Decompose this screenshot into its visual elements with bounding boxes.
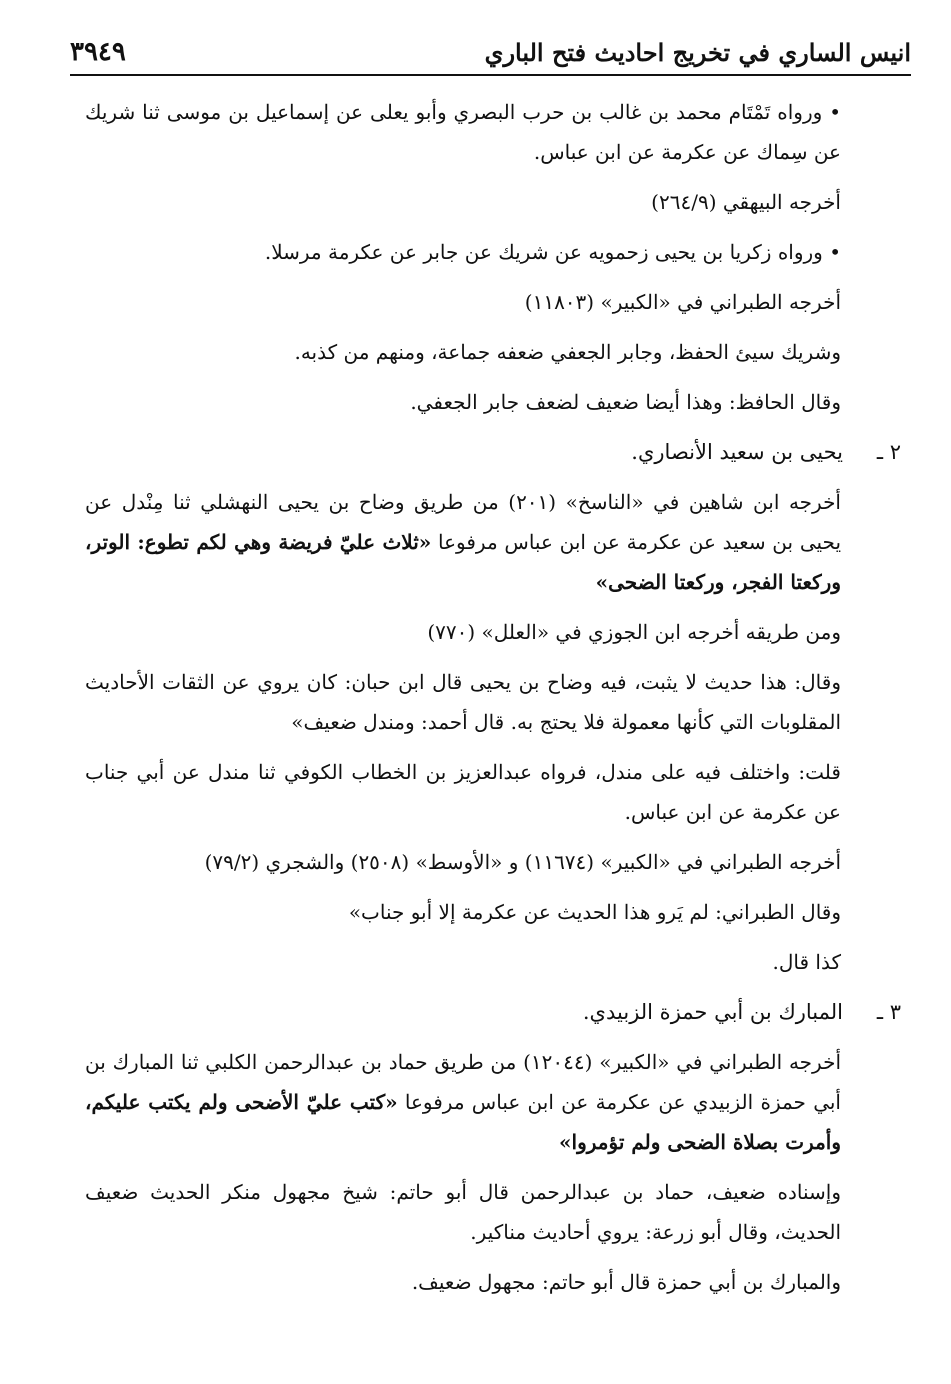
running-header — [70, 30, 911, 76]
paragraph — [85, 1042, 901, 1162]
paragraph: أخرجه الطبراني في «الكبير» (١١٨٠٣) — [524, 290, 841, 314]
paragraph: وإسناده ضعيف، حماد بن عبدالرحمن قال أبو حاتم: شيخ مجهول منكر الحديث ضعيف الحديث، وقال أبو زرعة: يروي أحاديث مناكير. — [85, 1180, 841, 1244]
paragraph: وشريك سيئ الحفظ، وجابر الجعفي ضعفه جماعة، ومنهم من كذبه. — [294, 340, 841, 364]
paragraph: قلت: واختلف فيه على مندل، فرواه عبدالعزيز بن الخطاب الكوفي ثنا مندل عن أبي جناب عن عكرمة عن ابن عباس. — [85, 760, 841, 824]
numbered-heading — [85, 992, 901, 1032]
item-title: يحيى بن سعيد الأنصاري. — [631, 440, 843, 464]
paragraph: • ورواه زكريا بن يحيى زحمويه عن شريك عن جابر عن عكرمة مرسلا. — [264, 240, 841, 264]
item-title: المبارك بن أبي حمزة الزبيدي. — [582, 1000, 843, 1024]
item-number: ٢ ـ — [876, 440, 901, 464]
item-number: ٣ ـ — [876, 1000, 901, 1024]
numbered-heading — [85, 432, 901, 472]
page-body — [85, 92, 901, 1312]
paragraph — [85, 482, 901, 602]
paragraph: وقال الطبراني: لم يَرو هذا الحديث عن عكرمة إلا أبو جناب» — [348, 900, 841, 924]
hadith-text: «كتب عليّ الأضحى ولم يكتب عليكم، وأمرت بصلاة الضحى ولم تؤمروا» — [85, 1090, 841, 1154]
hadith-text: «ثلاث عليّ فريضة وهي لكم تطوع: الوتر، وركعتا الفجر، وركعتا الضحى» — [85, 530, 841, 594]
paragraph: أخرجه البيهقي (٢٦٤/٩) — [651, 190, 841, 214]
page-number: ٣٩٤٩ — [70, 37, 126, 67]
header-title: انيس الساري في تخريج احاديث فتح الباري — [484, 37, 911, 67]
paragraph-text: أخرجه الطبراني في «الكبير» (١٢٠٤٤) من طريق حماد بن عبدالرحمن الكلبي ثنا المبارك بن أبي حمزة الزبيدي عن عكرمة عن ابن عباس مرفوعا — [85, 1050, 842, 1114]
paragraph: • ورواه تَمْتَام محمد بن غالب بن حرب البصري وأبو يعلى عن إسماعيل بن موسى ثنا شريك عن سِماك عن عكرمة عن ابن عباس. — [85, 100, 841, 164]
paragraph: والمبارك بن أبي حمزة قال أبو حاتم: مجهول ضعيف. — [411, 1270, 841, 1294]
paragraph: ومن طريقه أخرجه ابن الجوزي في «العلل» (٧٧٠) — [427, 620, 841, 644]
paragraph: كذا قال. — [772, 950, 841, 974]
paragraph: وقال: هذا حديث لا يثبت، فيه وضاح بن يحيى قال ابن حبان: كان يروي عن الثقات الأحاديث المقلوبات التي كأنها معمولة فلا يحتج به. قال أحمد: ومندل ضعيف» — [85, 670, 841, 734]
paragraph: أخرجه الطبراني في «الكبير» (١١٦٧٤) و «الأوسط» (٢٥٠٨) والشجري (٧٩/٢) — [204, 850, 841, 874]
paragraph: وقال الحافظ: وهذا أيضا ضعيف لضعف جابر الجعفي. — [410, 390, 841, 414]
paragraph-text: أخرجه ابن شاهين في «الناسخ» (٢٠١) من طريق وضاح بن يحيى النهشلي ثنا مِنْدل عن يحيى بن سعيد عن عكرمة عن ابن عباس مرفوعا — [85, 490, 842, 554]
